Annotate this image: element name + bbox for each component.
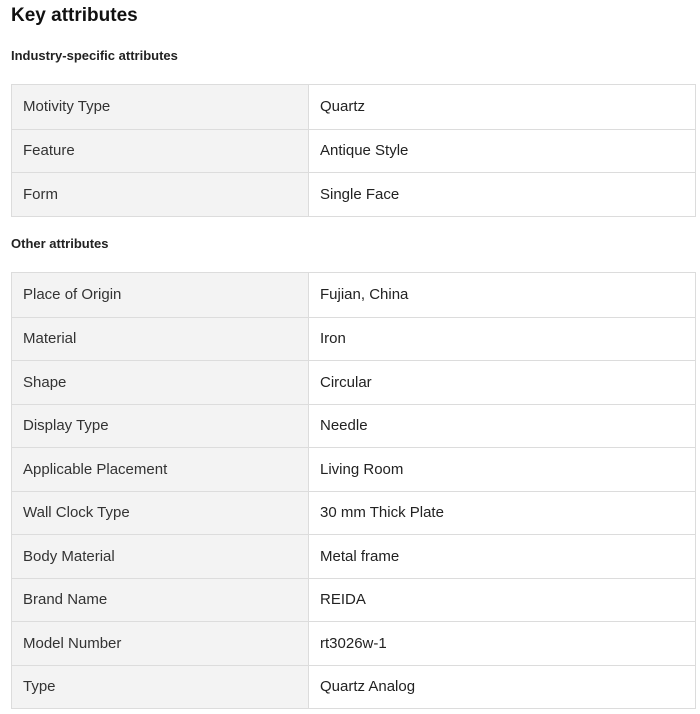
attribute-key: Feature	[12, 130, 309, 173]
table-row	[12, 578, 695, 622]
table-row	[12, 491, 695, 535]
attribute-value: Circular	[320, 373, 372, 391]
attribute-key: Material	[12, 318, 309, 361]
attribute-key: Wall Clock Type	[12, 492, 309, 535]
attribute-key: Shape	[12, 361, 309, 404]
attribute-value: 30 mm Thick Plate	[320, 504, 444, 522]
table-row	[12, 621, 695, 665]
attribute-key: Model Number	[12, 622, 309, 665]
table-row	[12, 534, 695, 578]
page-title: Key attributes	[11, 5, 138, 26]
table-row	[12, 129, 695, 173]
attribute-value: Single Face	[320, 185, 400, 203]
table-row	[12, 447, 695, 491]
attribute-key: Applicable Placement	[12, 448, 309, 491]
attribute-key: Type	[12, 666, 309, 709]
attribute-key: Body Material	[12, 535, 309, 578]
section-title-other: Other attributes	[11, 236, 109, 251]
section-title-industry: Industry-specific attributes	[11, 48, 178, 63]
table-row	[12, 665, 695, 709]
attribute-value: Quartz Analog	[320, 678, 416, 696]
table-row	[12, 85, 695, 129]
attribute-value: Antique Style	[320, 142, 409, 160]
table-row	[12, 273, 695, 317]
table-row	[12, 404, 695, 448]
attribute-value: rt3026w-1	[320, 634, 387, 652]
attribute-key: Place of Origin	[12, 273, 309, 317]
attribute-value: Fujian, China	[320, 286, 409, 304]
table-row	[12, 317, 695, 361]
table-row	[12, 172, 695, 216]
table-row	[12, 360, 695, 404]
attribute-value: Needle	[320, 417, 368, 435]
other-attributes-table	[11, 272, 696, 709]
attribute-value: Iron	[320, 330, 346, 348]
industry-attributes-table	[11, 84, 696, 217]
attribute-value: REIDA	[320, 591, 366, 609]
attribute-value: Metal frame	[320, 547, 400, 565]
attribute-value: Quartz	[320, 98, 366, 116]
attribute-key: Brand Name	[12, 579, 309, 622]
attribute-key: Form	[12, 173, 309, 216]
attribute-key: Motivity Type	[12, 85, 309, 129]
attribute-key: Display Type	[12, 405, 309, 448]
attribute-value: Living Room	[320, 460, 404, 478]
